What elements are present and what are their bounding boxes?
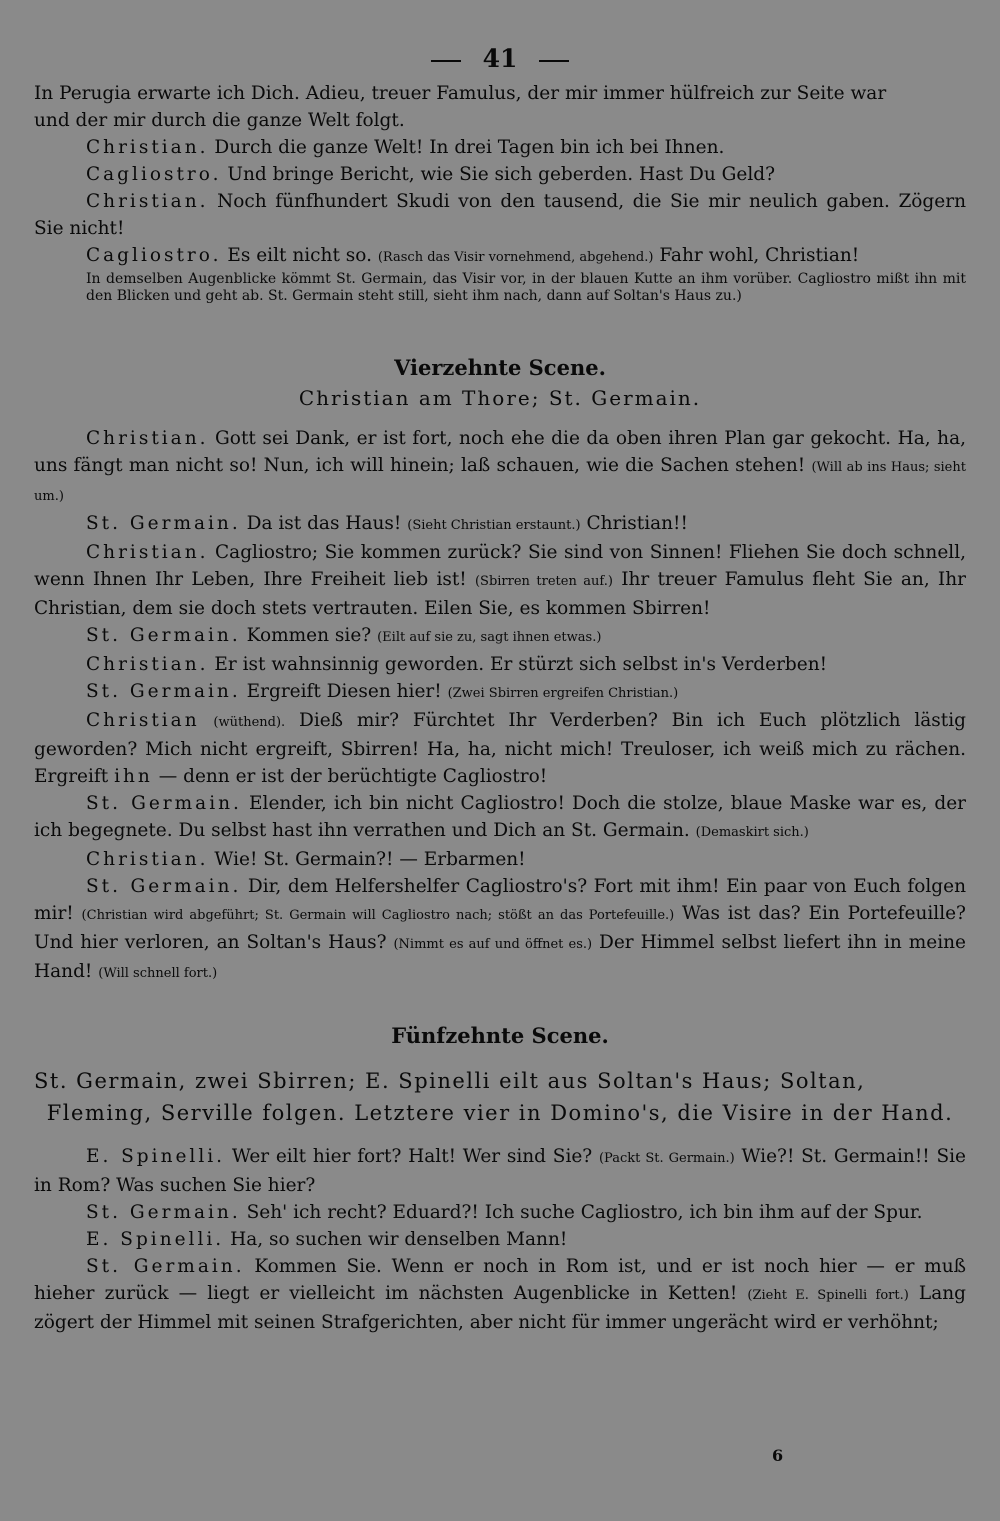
stage-direction: (Packt St. Germain.) [598,1151,735,1166]
speech-text: Fahr wohl, Christian! [659,245,860,266]
stage-direction: (Will ab ins Haus; sieht um.) [34,460,966,504]
speech-text: Cagliostro; Sie kommen zurück? Sie sind von Sinnen! Fliehen Sie doch schnell, wenn Ihnen Ihr Leben, Ihre Freiheit lieb ist! [34,542,966,590]
speaker-name: Cagliostro. [86,245,222,266]
speaker-name: St. Germain. [86,876,242,897]
speech-text: Elender, ich bin nicht Cagliostro! Doch die stolze, blaue Maske war es, der ich begegnete. Du selbst hast ihn verrathen und Dich an St. Germain. [34,793,966,841]
dialogue-line [34,622,966,651]
header-dash-left [431,60,461,62]
speech-text: Da ist das Haus! [246,513,402,534]
speaker-name: St. Germain. [86,681,241,702]
speech-text: Es eilt nicht so. [227,245,372,266]
speech-text: Christian!! [586,513,688,534]
speech-text: Ergreift Diesen hier! [246,681,442,702]
dialogue-line [34,873,966,987]
speaker-name: Cagliostro. [86,164,222,185]
text-line: In Perugia erwarte ich Dich. Adieu, treuer Famulus, der mir immer hülfreich zur Seite war [34,83,887,104]
speech-text: Der Himmel selbst liefert ihn in meine Hand! [34,932,966,982]
stage-direction: (Eilt auf sie zu, sagt ihnen etwas.) [377,630,602,645]
stage-direction-block: In demselben Augenblicke kömmt St. Germain, das Visir vor, in der blauen Kutte an ihm vorüber. Cagliostro mißt ihn mit den Blicken und geht ab. St. Germain steht still, sieht ihm nach, dann auf Soltan's Haus zu.) [86,271,966,304]
scene-title: Vierzehnte Scene. [394,355,606,380]
speaker-name: St. Germain. [86,513,241,534]
stage-direction: (Will schnell fort.) [98,966,218,981]
speaker-name: St. Germain. [86,1256,245,1277]
page-header [34,44,966,80]
speaker-name: St. Germain. [86,793,242,814]
speaker-name: St. Germain. [86,625,241,646]
scene-persons: Fleming, Serville folgen. Letztere vier in Domino's, die Visire in der Hand. [46,1101,954,1125]
speaker-name: E. Spinelli. [86,1229,225,1250]
stage-direction: (Zwei Sbirren ergreifen Christian.) [447,686,679,701]
speaker-name: Christian. [86,191,209,212]
speech-text: Wie?! St. Germain!! Sie in Rom? Was suchen Sie hier? [34,1146,966,1196]
dialogue-line [34,790,966,846]
dialogue-line [34,539,966,622]
dialogue-line [34,1199,966,1226]
speech-text: Was ist das? Ein Portefeuille? Und hier verloren, an Soltan's Haus? [34,903,966,953]
speech-text: Ihr treuer Famulus fleht Sie an, Ihr Christian, dem sie doch stets vertrauten. Eilen Sie, es kommen Sbirren! [34,569,966,619]
dialogue-line [34,1253,966,1336]
speech-text: Gott sei Dank, er ist fort, noch ehe die da oben ihren Plan gar gekocht. Ha, ha, uns fängt man nicht so! Nun, ich will hinein; laß schauen, wie die Sachen stehen! [34,428,966,476]
dialogue-line [34,510,966,539]
dialogue-line [34,1143,966,1199]
speech-text: Wer eilt hier fort? Halt! Wer sind Sie? [231,1146,593,1167]
emphasis-text: ihn [114,766,153,787]
speaker-name: Christian [86,710,200,731]
speaker-name: Christian. [86,654,209,675]
dialogue-line [34,678,966,707]
stage-direction: (Sieht Christian erstaunt.) [407,518,581,533]
dialogue-line [34,1226,966,1253]
speech-text: Seh' ich recht? Eduard?! Ich suche Cagliostro, ich bin ihm auf der Spur. [246,1202,923,1223]
stage-direction: (Demaskirt sich.) [695,825,809,840]
page-number: 41 [482,44,518,73]
speech-text: Ha, so suchen wir denselben Mann! [230,1229,568,1250]
dialogue-line [34,161,966,188]
speaker-name: E. Spinelli. [86,1146,226,1167]
stage-direction: (Zieht E. Spinelli fort.) [747,1288,909,1303]
scene-title: Fünfzehnte Scene. [391,1023,609,1048]
stage-direction: (Sbirren treten auf.) [474,574,613,589]
speech-text: — denn er ist der berüchtigte Cagliostro! [158,766,548,787]
speech-text: Dieß mir? Fürchtet Ihr Verderben? Bin ich Euch plötzlich lästig geworden? Mich nicht ergreift, Sbirren! Ha, ha, nicht mich! Treuloser, ich weiß mich zu rächen. Ergreift [34,710,966,787]
dialogue-line [34,188,966,242]
speaker-name: St. Germain. [86,1202,241,1223]
speaker-name: Christian. [86,428,209,449]
speech-text: Kommen Sie. Wenn er noch in Rom ist, und er ist noch hier — er muß hieher zurück — liegt er vielleicht im nächsten Augenblicke in Ketten! [34,1256,966,1304]
signature-mark: 6 [772,1446,784,1465]
stage-direction: (Christian wird abgeführt; St. Germain will Cagliostro nach; stößt an das Portefeuille.) [81,908,675,923]
speech-text: Noch fünfhundert Skudi von den tausend, die Sie mir neulich gaben. Zögern Sie nicht! [34,191,966,239]
dialogue-line [34,425,966,510]
stage-direction: (wüthend). [213,715,286,730]
speech-text: Kommen sie? [246,625,372,646]
speech-text: Und bringe Bericht, wie Sie sich geberden. Hast Du Geld? [227,164,776,185]
speech-text: Er ist wahnsinnig geworden. Er stürzt sich selbst in's Verderben! [214,654,828,675]
speech-text: Dir, dem Helfershelfer Cagliostro's? Fort mit ihm! Ein paar von Euch folgen mir! [34,876,966,924]
speech-text: Lang zögert der Himmel mit seinen Strafgerichten, aber nicht für immer ungerächt wird er verhöhnt; [34,1283,966,1333]
dialogue-line [34,242,966,271]
speaker-name: Christian. [86,849,209,870]
speech-text: Durch die ganze Welt! In drei Tagen bin ich bei Ihnen. [214,137,725,158]
speaker-name: Christian. [86,137,209,158]
stage-direction: (Rasch das Visir vornehmend, abgehend.) [377,250,654,265]
speaker-name: Christian. [86,542,209,563]
page-content [34,44,966,1336]
text-line: und der mir durch die ganze Welt folgt. [34,110,405,131]
scene-persons: Christian am Thore; St. Germain. [298,386,702,410]
scene-persons: St. Germain, zwei Sbirren; E. Spinelli eilt aus Soltan's Haus; Soltan, [34,1069,866,1093]
header-dash-right [539,60,569,62]
stage-direction: (Nimmt es auf und öffnet es.) [393,937,593,952]
dialogue-line [34,707,966,790]
dialogue-line [34,134,966,161]
speech-text: Wie! St. Germain?! — Erbarmen! [214,849,526,870]
dialogue-line [34,846,966,873]
dialogue-line [34,651,966,678]
